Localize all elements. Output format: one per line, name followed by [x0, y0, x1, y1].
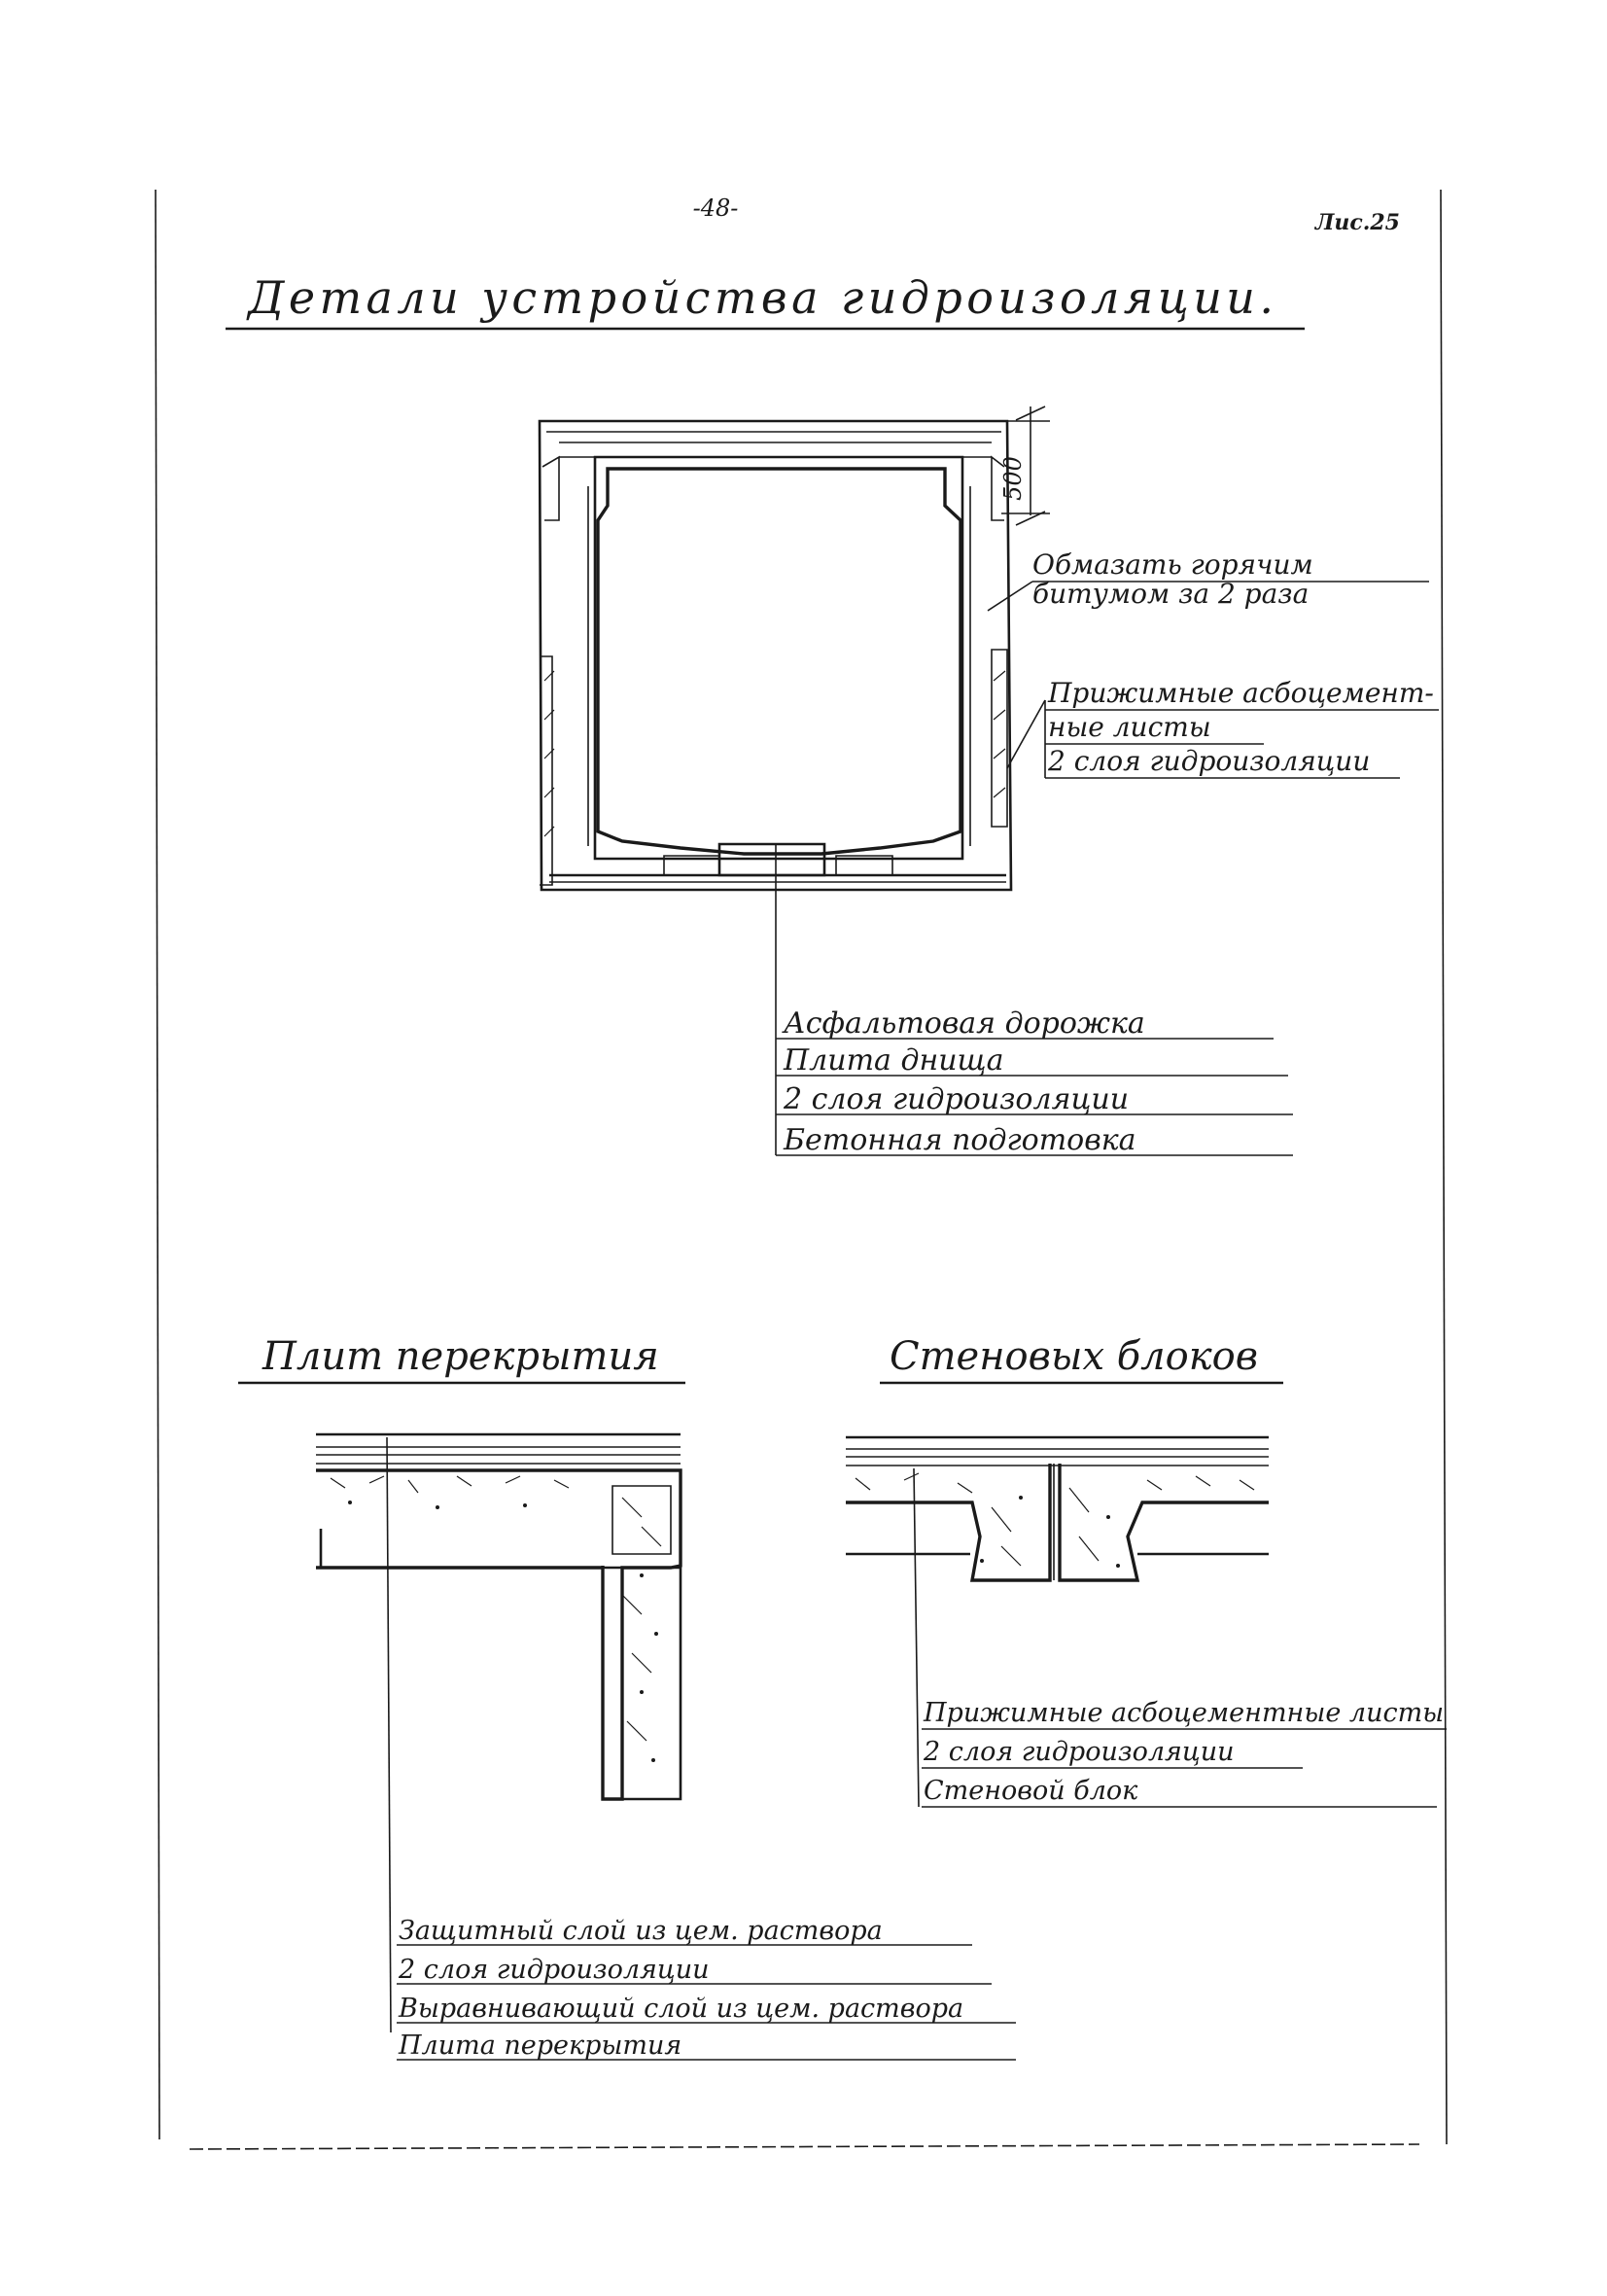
right-layer-3: Стеновой блок	[924, 1776, 1138, 1806]
lid-shoulder	[542, 457, 559, 520]
concrete-stipple	[331, 1476, 661, 1762]
right-layer-2: 2 слоя гидроизоляции	[924, 1737, 1235, 1767]
tank-chamber	[598, 469, 961, 854]
left-layer-2: 2 слоя гидроизоляции	[399, 1955, 710, 1985]
wall-hatching	[544, 671, 1005, 836]
left-layer-4: Плита перекрытия	[399, 2031, 682, 2061]
callout-bottom-line2: Плита днища	[784, 1043, 1004, 1077]
page-title: Детали устройства гидроизоляции.	[248, 271, 1274, 324]
right-layer-1: Прижимные асбоцементные листы	[924, 1698, 1445, 1728]
callout-side-line2: ные листы	[1048, 711, 1211, 743]
left-section-title: Плит перекрытия	[262, 1334, 659, 1379]
callout-side	[1007, 677, 1439, 778]
callout-coating	[988, 548, 1429, 611]
left-layer-3: Выравнивающий слой из цем. раствора	[399, 1994, 964, 2024]
tank-section-drawing	[540, 421, 1011, 890]
right-layer-labels	[922, 1698, 1447, 1807]
callout-coating-line2: битумом за 2 раза	[1032, 578, 1310, 610]
sheet-label: Лис.25	[1314, 210, 1400, 235]
page-number: -48-	[692, 194, 739, 222]
sheet-frame	[156, 190, 1447, 2149]
left-layer-labels	[397, 1916, 1016, 2061]
callout-side-line1: Прижимные асбоцемент-	[1048, 677, 1434, 709]
tank-inner-wall	[595, 457, 962, 859]
left-layer-1: Защитный слой из цем. раствора	[399, 1916, 883, 1946]
callout-bottom-line3: 2 слоя гидроизоляции	[784, 1082, 1130, 1116]
tank-outer-wall	[540, 421, 1011, 890]
tank-wall-liner	[588, 486, 970, 846]
right-section-title: Стеновых блоков	[890, 1334, 1258, 1379]
callout-side-line3: 2 слоя гидроизоляции	[1048, 745, 1371, 777]
callout-bottom-line1: Асфальтовая дорожка	[784, 1007, 1145, 1041]
callout-bottom-line4: Бетонная подготовка	[784, 1123, 1136, 1157]
callout-coating-line1: Обмазать горячим	[1032, 548, 1313, 581]
dimension-500-label: 500	[999, 456, 1027, 501]
